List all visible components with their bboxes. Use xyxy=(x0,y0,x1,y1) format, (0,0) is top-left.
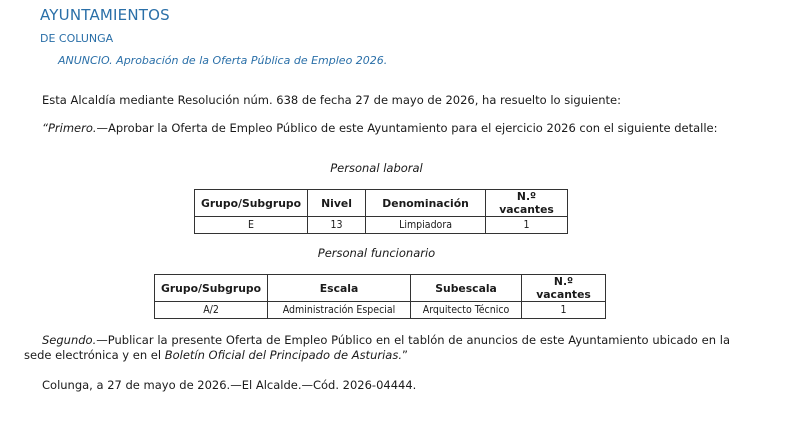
notice-title: ANUNCIO. Aprobación de la Oferta Pública de Empleo 2026. xyxy=(58,54,388,67)
table-cell: E xyxy=(195,217,308,234)
table-cell: Administración Especial xyxy=(268,302,411,319)
header-cell: Grupo/Subgrupo xyxy=(155,275,268,302)
table-cell: 1 xyxy=(522,302,606,319)
segundo-label: Segundo. xyxy=(42,333,97,347)
boletin-name: Boletín Oficial del Principado de Asturias. xyxy=(164,348,402,362)
segundo-close-quote: ” xyxy=(401,348,408,362)
table-row xyxy=(155,302,606,319)
intro-paragraph: Esta Alcaldía mediante Resolución núm. 638 de fecha 27 de mayo de 2026, ha resuelto lo siguiente: xyxy=(42,93,622,107)
header-cell: Subescala xyxy=(411,275,522,302)
funcionario-table xyxy=(154,274,606,319)
municipality-heading: DE COLUNGA xyxy=(40,32,114,45)
primero-label: “Primero. xyxy=(42,121,97,135)
table-cell: 1 xyxy=(486,217,568,234)
header-cell: Grupo/Subgrupo xyxy=(195,190,308,217)
table-header-row xyxy=(155,275,606,302)
segundo-text: —Publicar la presente Oferta de Empleo Público en el tablón de anuncios de este Ayuntamiento ubicado en la sede electrónica y en el xyxy=(24,333,730,362)
closing-line: Colunga, a 27 de mayo de 2026.—El Alcalde.—Cód. 2026-04444. xyxy=(42,378,417,392)
funcionario-caption: Personal funcionario xyxy=(317,246,436,260)
primero-text: —Aprobar la Oferta de Empleo Público de este Ayuntamiento para el ejercicio 2026 con el siguiente detalle: xyxy=(96,121,718,135)
table-cell: Arquitecto Técnico xyxy=(411,302,522,319)
table-cell: A/2 xyxy=(155,302,268,319)
primero-paragraph xyxy=(24,121,730,136)
header-cell: Denominación xyxy=(366,190,486,217)
table-cell: 13 xyxy=(308,217,366,234)
header-cell: N.º vacantes xyxy=(486,190,568,217)
table-cell: Limpiadora xyxy=(366,217,486,234)
table-row xyxy=(195,217,568,234)
laboral-table xyxy=(194,189,568,234)
header-cell: N.º vacantes xyxy=(522,275,606,302)
header-cell: Nivel xyxy=(308,190,366,217)
section-heading: AYUNTAMIENTOS xyxy=(40,6,170,24)
table-header-row xyxy=(195,190,568,217)
header-cell: Escala xyxy=(268,275,411,302)
segundo-paragraph xyxy=(24,333,730,363)
laboral-caption: Personal laboral xyxy=(330,161,423,175)
